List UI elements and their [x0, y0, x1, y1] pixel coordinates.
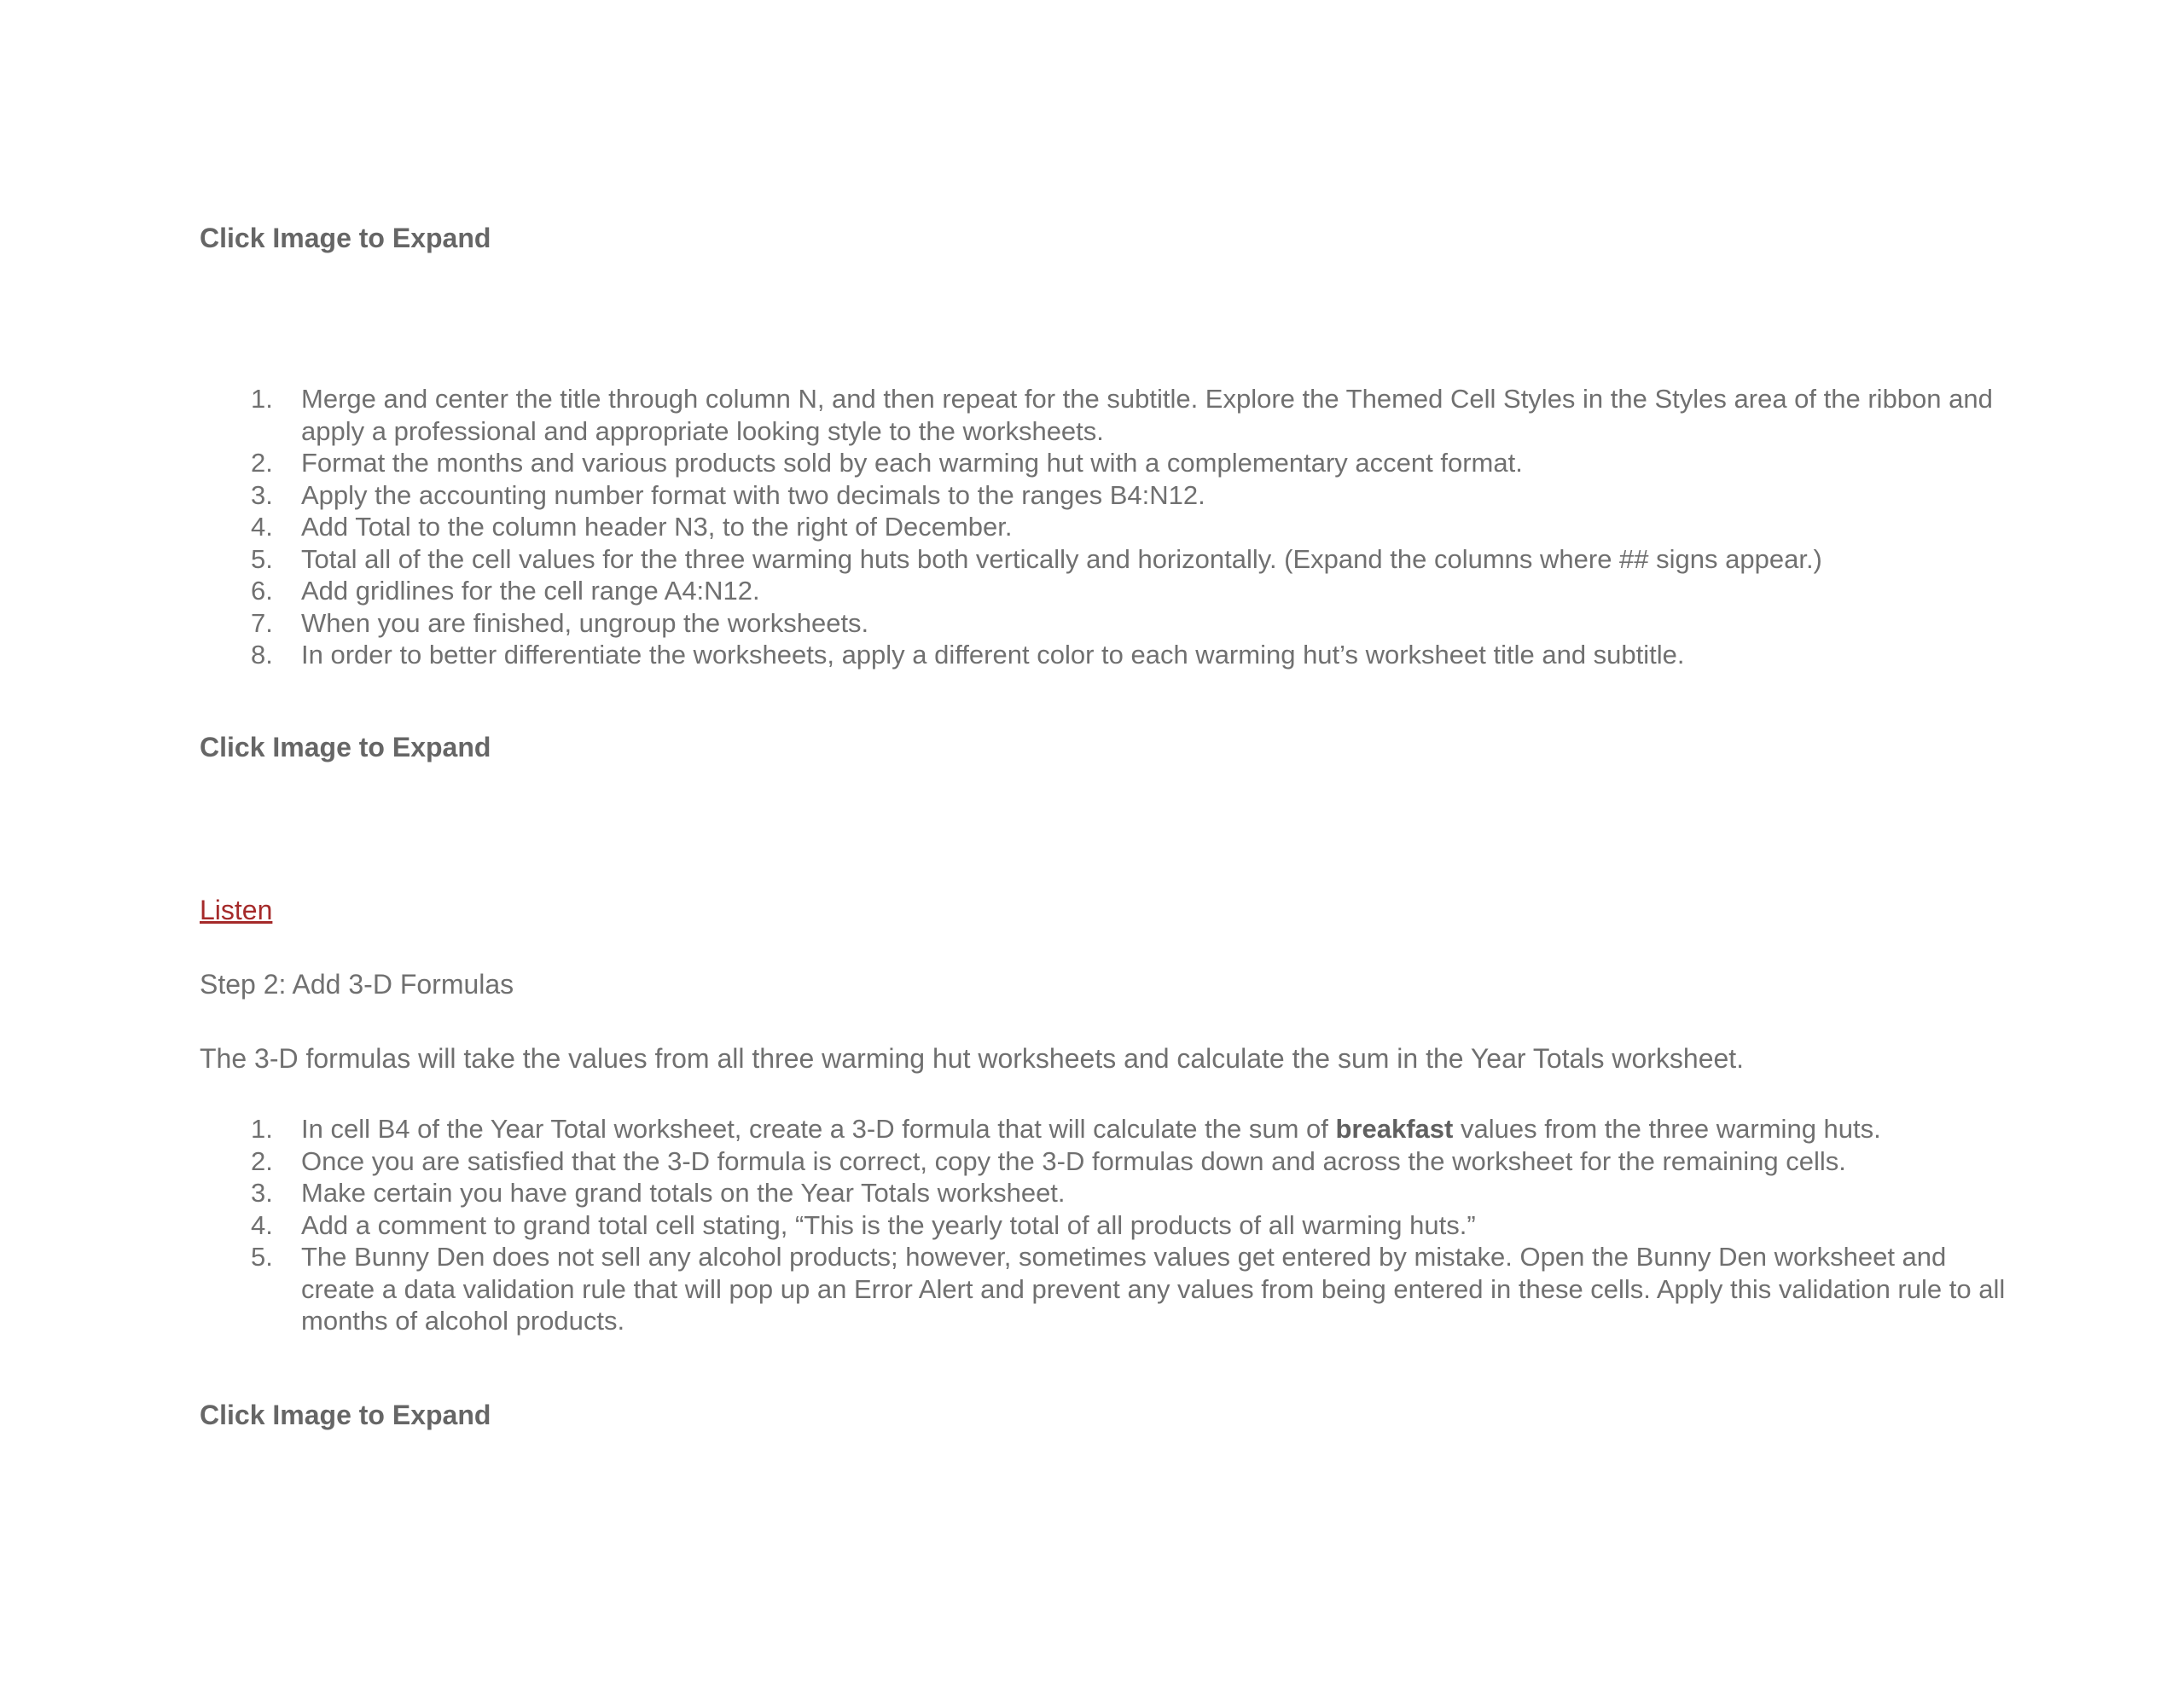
list-item	[200, 383, 2008, 447]
list-item-number: 1.	[251, 1114, 273, 1144]
list-item-number: 1.	[251, 384, 273, 414]
list-item-number: 4.	[251, 512, 273, 542]
list-item-bold-text: breakfast	[1335, 1114, 1454, 1144]
list-item-number: 4.	[251, 1209, 273, 1240]
click-image-to-expand-label-1[interactable]: Click Image to Expand	[200, 223, 491, 253]
list-item-text: Add a comment to grand total cell stating, “This is the yearly total of all products of all warming huts.”	[301, 1209, 1476, 1240]
list-item-text: In order to better differentiate the worksheets, apply a different color to each warming hut’s worksheet title and subtitle.	[301, 640, 1685, 670]
formatting-steps-list	[200, 383, 2008, 671]
list-item	[200, 1241, 2008, 1337]
intro-paragraph: The 3-D formulas will take the values from all three warming hut worksheets and calculate the sum in the Year Totals worksheet.	[200, 1043, 1745, 1074]
list-item-number: 6.	[251, 576, 273, 606]
click-image-to-expand-label-2[interactable]: Click Image to Expand	[200, 732, 491, 762]
list-item	[200, 511, 2008, 543]
list-item	[200, 1209, 2008, 1242]
list-item-number: 2.	[251, 1145, 273, 1176]
list-item-number: 5.	[251, 543, 273, 574]
list-item-text: Total all of the cell values for the three warming huts both vertically and horizontally. (Expand the columns where ## signs appear.)	[301, 543, 1822, 574]
list-item	[200, 607, 2008, 640]
step-heading: Step 2: Add 3-D Formulas	[200, 969, 514, 1000]
list-item-text: The Bunny Den does not sell any alcohol products; however, sometimes values get entered by mistake. Open the Bunny Den worksheet and create a data validation rule that will pop up an Error Alert and prevent any values from being entered in these cells. Apply this validation rule to all months of alcohol products.	[301, 1242, 2006, 1336]
list-item-text: Add Total to the column header N3, to the right of December.	[301, 512, 1013, 542]
listen-link[interactable]: Listen	[200, 895, 273, 925]
list-item	[200, 447, 2008, 479]
list-item	[200, 575, 2008, 607]
list-item-number: 5.	[251, 1242, 273, 1272]
list-item-text-after: values from the three warming huts.	[1453, 1114, 1881, 1144]
list-item-number: 8.	[251, 640, 273, 670]
list-item	[200, 639, 2008, 671]
3d-formula-steps-list	[200, 1113, 2008, 1337]
list-item	[200, 1113, 2008, 1145]
list-item-text: Apply the accounting number format with two decimals to the ranges B4:N12.	[301, 479, 1205, 510]
list-item	[200, 1145, 2008, 1178]
click-image-to-expand-label-3[interactable]: Click Image to Expand	[200, 1400, 491, 1430]
list-item-text: When you are finished, ungroup the worksheets.	[301, 607, 869, 638]
list-item	[200, 479, 2008, 512]
list-item	[200, 1177, 2008, 1209]
list-item-number: 3.	[251, 1178, 273, 1208]
list-item-text: Once you are satisfied that the 3-D formula is correct, copy the 3-D formulas down and across the worksheet for the remaining cells.	[301, 1145, 1846, 1176]
list-item-text: Format the months and various products sold by each warming hut with a complementary accent format.	[301, 448, 1523, 478]
list-item-text: Make certain you have grand totals on the Year Totals worksheet.	[301, 1178, 1066, 1208]
list-item-text: Merge and center the title through column N, and then repeat for the subtitle. Explore the Themed Cell Styles in the Styles area of the ribbon and apply a professional and appropriate looking style to the worksheets.	[301, 384, 1993, 446]
list-item-text: Add gridlines for the cell range A4:N12.	[301, 576, 760, 606]
list-item-number: 7.	[251, 607, 273, 638]
list-item-number: 2.	[251, 448, 273, 478]
list-item-text-before: In cell B4 of the Year Total worksheet, create a 3-D formula that will calculate the sum of	[301, 1114, 1336, 1144]
list-item-number: 3.	[251, 479, 273, 510]
list-item	[200, 543, 2008, 576]
